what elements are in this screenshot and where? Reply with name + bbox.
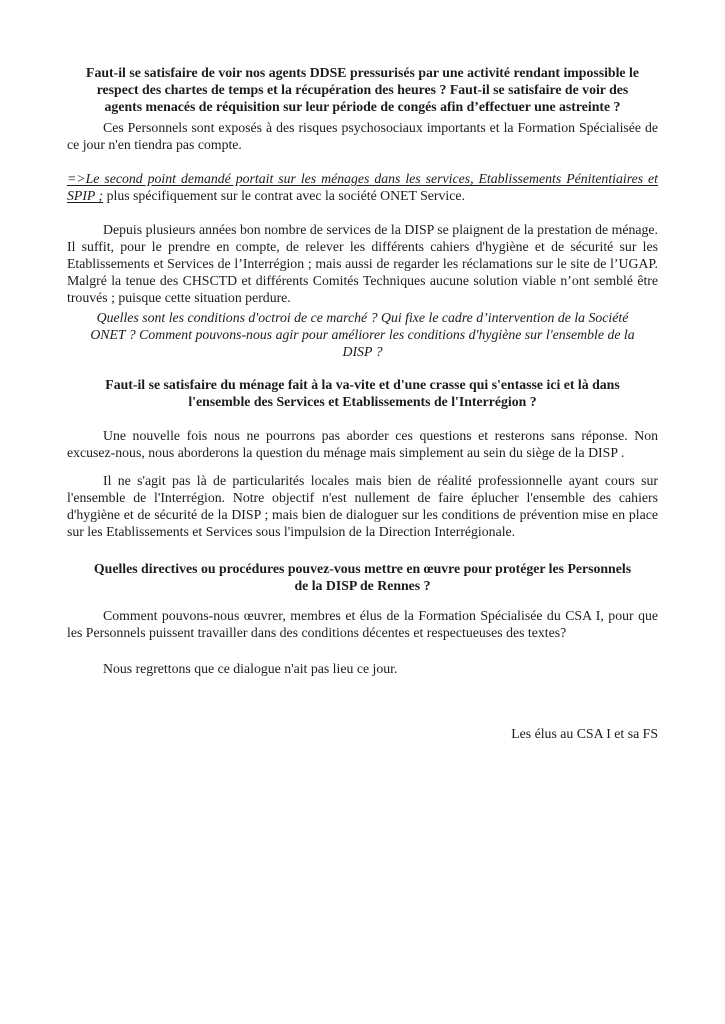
heading-agents-ddse: [67, 64, 658, 115]
paragraph-depuis-plusieurs-annees: Depuis plusieurs années bon nombre de services de la DISP se plaignent de la prestation de ménage. Il suffit, pour le prendre en compte, de relever les différents cahiers d'hygiène et de sécurité sur les Etablissements et Services de l’Interrégion ; mais aussi de regarder les réclamations sur le site de l’UGAP. Malgré la tenue des CHSCTD et différents Comités Techniques aucune solution viable n’ont semblé être trouvés ; puisque cette situation perdure.: [67, 222, 658, 305]
heading-line: de la DISP de Rennes ?: [294, 578, 431, 593]
italic-question-line: Quelles sont les conditions d'octroi de ce marché ? Qui fixe le cadre d’intervention de la Société: [96, 310, 629, 325]
heading-menage-va-vite: [67, 376, 658, 410]
paragraph-second-point: [67, 170, 658, 204]
paragraph-comment-pouvons-nous: Comment pouvons-nous œuvrer, membres et élus de la Formation Spécialisée du CSA I, pour que les Personnels puissent travailler dans des conditions décentes et respectueuses des textes?: [67, 608, 658, 640]
second-point-underlined-lead: =>Le second point demandé portait sur les ménages dans les services, Etablissements Pénitentiaires et SPIP ;: [67, 171, 658, 203]
heading-line: respect des chartes de temps et la récupération des heures ? Faut-il se satisfaire de voir des: [96, 82, 629, 97]
paragraph-personnels-exposes: Ces Personnels sont exposés à des risques psychosociaux importants et la Formation Spécialisée de ce jour n'en tiendra pas compte.: [67, 120, 658, 152]
italic-questions-marche: [67, 309, 658, 360]
heading-line: agents menacés de réquisition sur leur période de congés afin d’effectuer une astreinte ?: [104, 99, 621, 114]
paragraph-une-nouvelle-fois: Une nouvelle fois nous ne pourrons pas aborder ces questions et resterons sans réponse. Non excusez-nous, nous aborderons la question du ménage mais simplement au sein du siège de la DISP .: [67, 428, 658, 460]
italic-question-line: ONET ? Comment pouvons-nous agir pour améliorer les conditions d'hygiène sur l'ensemble de la: [90, 327, 635, 342]
heading-line: Faut-il se satisfaire de voir nos agents DDSE pressurisés par une activité rendant impossible le: [86, 65, 639, 80]
heading-directives-procedures: [67, 560, 658, 594]
paragraph-nous-regrettons: Nous regrettons que ce dialogue n'ait pas lieu ce jour.: [103, 661, 398, 676]
signature-les-elus: Les élus au CSA I et sa FS: [511, 726, 658, 741]
heading-line: l'ensemble des Services et Etablissements de l'Interrégion ?: [188, 394, 537, 409]
paragraph-il-ne-sagit: Il ne s'agit pas là de particularités locales mais bien de réalité professionnelle ayant cours sur l'ensemble de l'Interrégion. Notre objectif n'est nullement de faire éplucher l'ensemble des cahiers d'hygiène et de sécurité de la DISP ; mais bien de dialoguer sur les conditions de prévention mise en place sur les Etablissements et Services sous l'impulsion de la Direction Interrégionale.: [67, 473, 658, 539]
italic-question-line: DISP ?: [342, 344, 383, 359]
heading-line: Faut-il se satisfaire du ménage fait à la va-vite et d'une crasse qui s'entasse ici et là dans: [105, 377, 620, 392]
heading-line: Quelles directives ou procédures pouvez-vous mettre en œuvre pour protéger les Personnels: [93, 561, 632, 576]
second-point-rest: plus spécifiquement sur le contrat avec la société ONET Service.: [103, 188, 465, 203]
